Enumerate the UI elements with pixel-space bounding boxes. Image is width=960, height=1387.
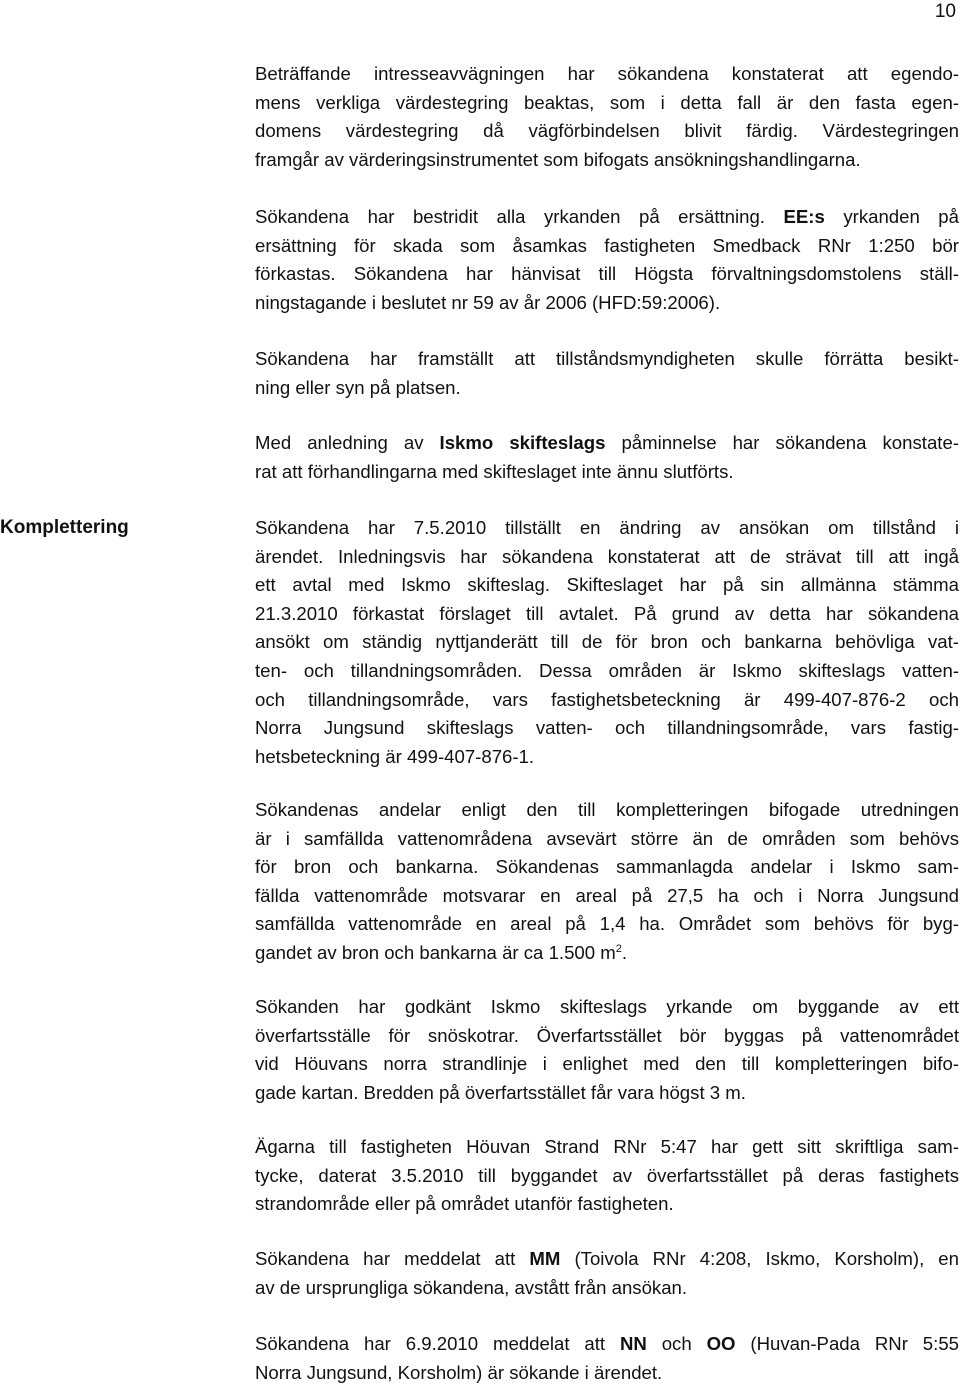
text-line: tycke, daterat 3.5.2010 till byggandet av överfartsstället på deras fastighets: [255, 1164, 959, 1186]
text-line: fällda vattenområde motsvarar en areal på 27,5 ha och i Norra Jungsund: [255, 884, 959, 906]
paragraph-inspection-request: [255, 345, 959, 402]
text-line: för bron och bankarna. Sökandenas sammanlagda andelar i Iskmo sam-: [255, 856, 959, 878]
text-line: ten- och tillandningsområden. Dessa områden är Iskmo skifteslags vatten-: [255, 659, 959, 681]
text-line: Sökandena har 6.9.2010 meddelat att NN och OO (Huvan-Pada RNr 5:55: [255, 1333, 959, 1354]
paragraph-withdrawal: [255, 1245, 959, 1302]
text-line: gade kartan. Bredden på överfartsstället får vara högst 3 m.: [255, 1081, 746, 1103]
text-line: ersättning för skada som åsamkas fastigheten Smedback RNr 1:250 bör: [255, 234, 959, 256]
text-line: ett avtal med Iskmo skifteslag. Skifteslaget har på sin allmänna stämma: [255, 574, 959, 596]
superscript: 2: [615, 942, 622, 955]
party-name: OO: [706, 1333, 736, 1354]
text-line: framgår av värderingsinstrumentet som bifogats ansökningshandlingarna.: [255, 148, 861, 170]
text-line: rat att förhandlingarna med skifteslaget inte ännu slutförts.: [255, 460, 734, 482]
text-line: Norra Jungsund, Korsholm) är sökande i ärendet.: [255, 1361, 663, 1383]
text-line: är i samfällda vattenområdena avsevärt större än de områden som behövs: [255, 827, 959, 849]
text-line: 21.3.2010 förkastat förslaget till avtalet. På grund av detta har sökandena: [255, 602, 959, 624]
text-line: domens värdestegring då vägförbindelsen blivit färdig. Värdestegringen: [255, 120, 959, 142]
paragraph-shares: [255, 796, 959, 968]
party-name: MM: [529, 1248, 561, 1269]
paragraph-snowmobile-crossing: [255, 993, 959, 1107]
text-line: förkastas. Sökandena har hänvisat till Högsta förvaltningsdomstolens ställ-: [255, 263, 959, 285]
text-line: Sökandena har bestridit alla yrkanden på ersättning. EE:s yrkanden på: [255, 206, 959, 227]
paragraph-amendment: [255, 514, 959, 771]
text-line: överfartsställe för snöskotrar. Överfartsstället bör byggas på vattenområdet: [255, 1024, 959, 1046]
text-line: Beträffande intresseavvägningen har sökandena konstaterat att egendo-: [255, 63, 959, 84]
text-line: gandet av bron och bankarna är ca 1.500 $m^2$.: [255, 941, 628, 963]
text-line: ning eller syn på platsen.: [255, 376, 461, 398]
paragraph-compensation-claims: [255, 203, 959, 317]
page-number: 10: [934, 1, 956, 22]
text-line: strandområde eller på området utanför fastigheten.: [255, 1193, 674, 1215]
text-line: av de ursprungliga sökandena, avstått från ansökan.: [255, 1276, 688, 1298]
paragraph-new-applicants: [255, 1330, 959, 1387]
text-line: Med anledning av Iskmo skifteslags påminnelse har sökandena konstate-: [255, 432, 959, 453]
section-heading-komplettering: Komplettering: [0, 517, 129, 538]
text-line: Sökandena har meddelat att MM (Toivola RNr 4:208, Iskmo, Korsholm), en: [255, 1248, 959, 1269]
text-line: och tillandningsområde, vars fastighetsbeteckning är 499-407-876-2 och: [255, 688, 959, 710]
party-name: Iskmo skifteslags: [439, 432, 606, 453]
text-line: ansökt om ständig nyttjanderätt till de för bron och bankarna behövliga vat-: [255, 631, 959, 653]
text-line: ningstagande i beslutet nr 59 av år 2006 (HFD:59:2006).: [255, 291, 721, 313]
text-line: Ägarna till fastigheten Höuvan Strand RNr 5:47 har gett sitt skriftliga sam-: [255, 1136, 959, 1157]
text-line: Norra Jungsund skifteslags vatten- och tillandningsområde, vars fastig-: [255, 717, 959, 739]
paragraph-negotiations: [255, 429, 959, 486]
text-line: samfällda vattenområde en areal på 1,4 ha. Området som behövs för byg-: [255, 913, 959, 935]
paragraph-interest-balancing: [255, 60, 959, 174]
text-line: Sökandena har framställt att tillståndsmyndigheten skulle förrätta besikt-: [255, 348, 959, 369]
text-line: ärendet. Inledningsvis har sökandena konstaterat att de strävat till att ingå: [255, 545, 959, 567]
paragraph-owners-consent: [255, 1133, 959, 1219]
party-name: NN: [619, 1333, 647, 1354]
party-name: EE:s: [783, 206, 825, 227]
text-line: Sökandenas andelar enligt den till kompletteringen bifogade utredningen: [255, 799, 959, 820]
text-line: Sökanden har godkänt Iskmo skifteslags yrkande om byggande av ett: [255, 996, 959, 1017]
text-line: vid Höuvans norra strandlinje i enlighet med den till kompletteringen bifo-: [255, 1053, 959, 1075]
text-line: mens verkliga värdestegring beaktas, som i detta fall är den fasta egen-: [255, 91, 959, 113]
text-line: Sökandena har 7.5.2010 tillställt en ändring av ansökan om tillstånd i: [255, 517, 959, 538]
text-line: hetsbeteckning är 499-407-876-1.: [255, 745, 535, 767]
